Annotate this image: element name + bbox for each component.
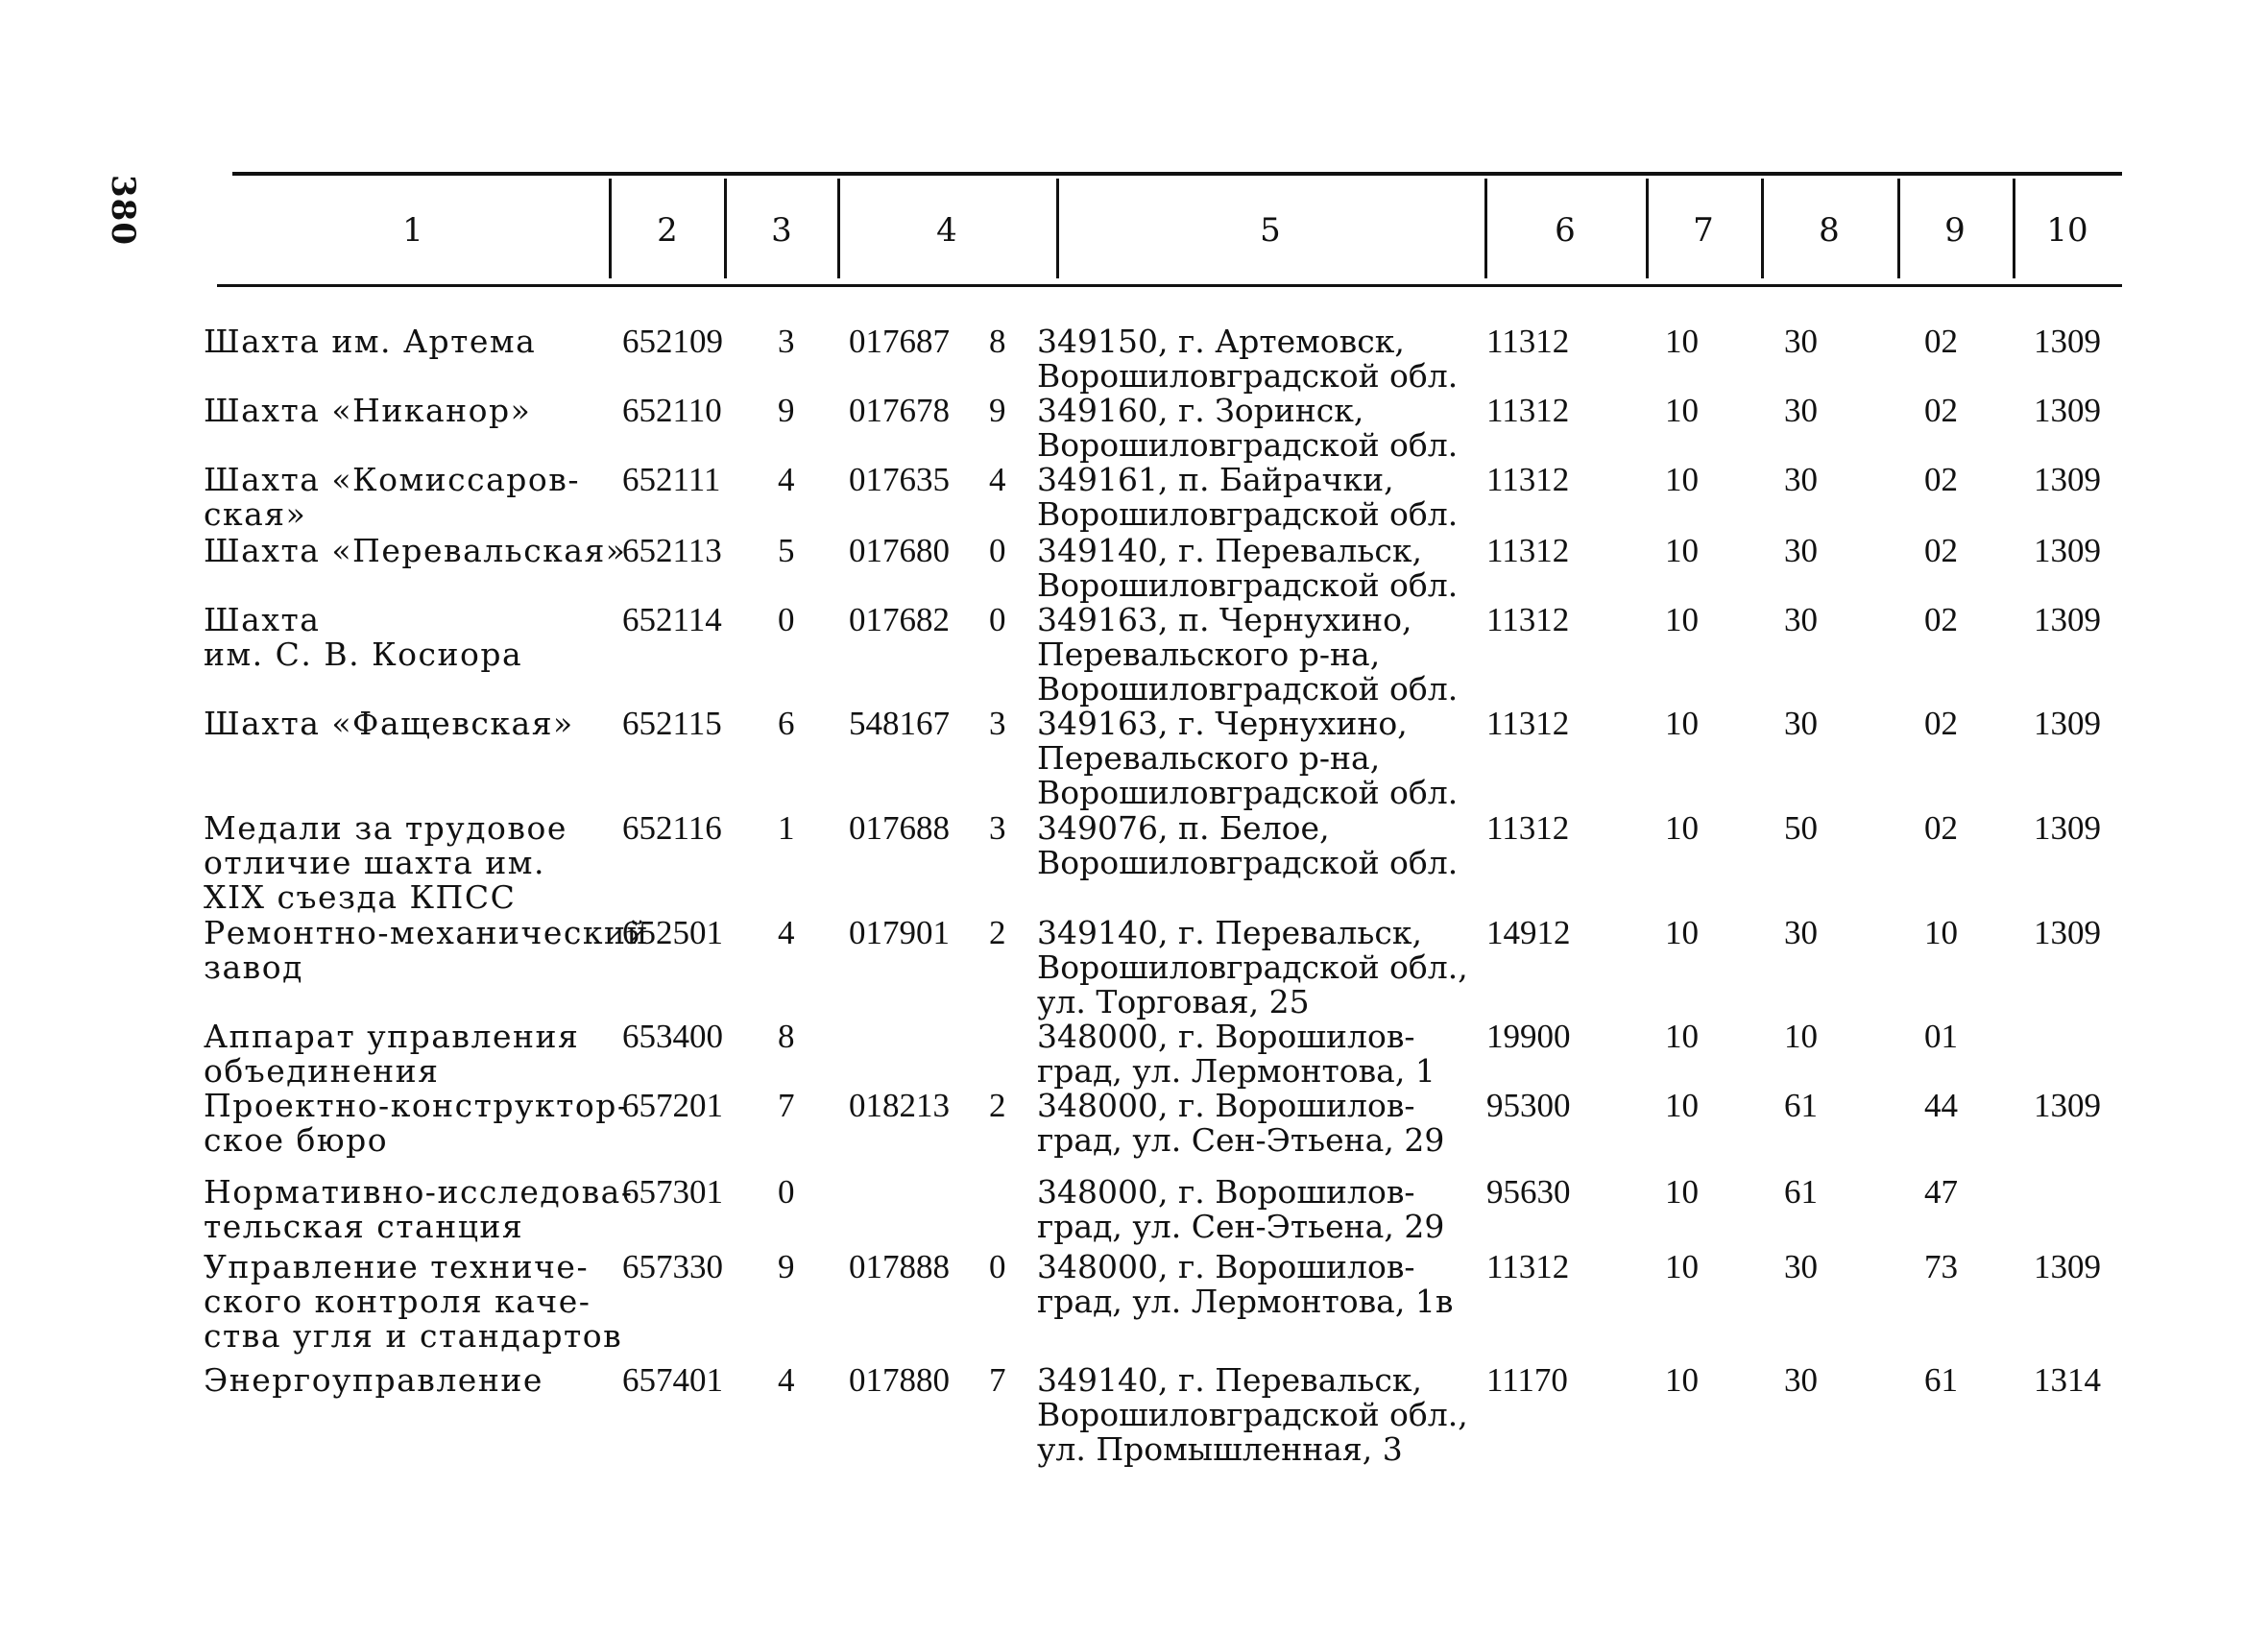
- cell-code2: 017680: [849, 532, 950, 569]
- cell-check2: 8: [989, 323, 1006, 360]
- cell-address: 349163, п. Чернухино, Перевальского р-на, Ворошиловградской обл.: [1037, 601, 1459, 708]
- cell-code2: 017678: [849, 392, 950, 429]
- cell-c9: 02: [1924, 461, 1958, 498]
- cell-code: 652109: [622, 323, 723, 360]
- cell-code: 652116: [622, 809, 722, 847]
- cell-code: 653400: [622, 1018, 723, 1055]
- header-cell: 7: [1693, 211, 1714, 250]
- cell-c7: 10: [1665, 914, 1699, 951]
- cell-c8: 50: [1784, 809, 1818, 847]
- cell-c8: 30: [1784, 532, 1818, 569]
- cell-c9: 02: [1924, 323, 1958, 360]
- cell-address: 349160, г. Зоринск, Ворошиловградской обл.: [1037, 392, 1459, 464]
- cell-check: 7: [778, 1087, 795, 1124]
- cell-check: 0: [778, 601, 795, 638]
- cell-c6: 11312: [1486, 323, 1570, 360]
- cell-c6: 11312: [1486, 532, 1570, 569]
- cell-address: 349150, г. Артемовск, Ворошиловградской обл.: [1037, 323, 1459, 395]
- cell-check: 5: [778, 532, 795, 569]
- cell-check: 8: [778, 1018, 795, 1055]
- header-cell: 8: [1819, 211, 1840, 250]
- header-cell: 4: [936, 211, 957, 250]
- cell-c8: 30: [1784, 392, 1818, 429]
- cell-c8: 30: [1784, 1361, 1818, 1399]
- column-separator: [1484, 179, 1487, 278]
- cell-name: Энергоуправление: [204, 1361, 543, 1399]
- cell-name: Шахта им. С. В. Косиора: [204, 601, 523, 673]
- cell-name: Управление техниче- ского контроля каче- ства угля и стандартов: [204, 1248, 623, 1355]
- cell-c6: 19900: [1486, 1018, 1571, 1055]
- cell-c8: 30: [1784, 323, 1818, 360]
- cell-c6: 11312: [1486, 392, 1570, 429]
- cell-c6: 11312: [1486, 1248, 1570, 1285]
- cell-address: 349163, г. Чернухино, Перевальского р-на, Ворошиловградской обл.: [1037, 705, 1459, 811]
- column-separator: [1897, 179, 1900, 278]
- cell-code: 652114: [622, 601, 722, 638]
- header-cell: 3: [771, 211, 792, 250]
- header-cell: 10: [2046, 211, 2088, 250]
- cell-c9: 02: [1924, 532, 1958, 569]
- cell-c7: 10: [1665, 1173, 1699, 1211]
- cell-c10: 1314: [2034, 1361, 2101, 1399]
- cell-address: 349076, п. Белое, Ворошиловградской обл.: [1037, 809, 1459, 881]
- cell-c9: 02: [1924, 601, 1958, 638]
- cell-c10: 1309: [2034, 601, 2101, 638]
- cell-c8: 61: [1784, 1173, 1818, 1211]
- cell-check: 9: [778, 392, 795, 429]
- cell-code2: 017888: [849, 1248, 950, 1285]
- cell-c7: 10: [1665, 532, 1699, 569]
- cell-address: 348000, г. Ворошилов- град, ул. Лермонтова, 1: [1037, 1018, 1436, 1090]
- page-number: 380: [104, 175, 142, 246]
- cell-c6: 11312: [1486, 705, 1570, 742]
- cell-code2: 017688: [849, 809, 950, 847]
- cell-check: 6: [778, 705, 795, 742]
- cell-c8: 30: [1784, 705, 1818, 742]
- cell-c6: 95300: [1486, 1087, 1571, 1124]
- column-separator: [1056, 179, 1059, 278]
- cell-c8: 10: [1784, 1018, 1818, 1055]
- column-separator: [609, 179, 612, 278]
- cell-c7: 10: [1665, 1361, 1699, 1399]
- cell-address: 348000, г. Ворошилов- град, ул. Сен-Этьена, 29: [1037, 1087, 1445, 1159]
- cell-c8: 61: [1784, 1087, 1818, 1124]
- cell-c7: 10: [1665, 1018, 1699, 1055]
- cell-check2: 4: [989, 461, 1006, 498]
- cell-address: 349140, г. Перевальск, Ворошиловградской обл.: [1037, 532, 1459, 604]
- cell-name: Шахта «Перевальская»: [204, 532, 627, 569]
- cell-code2: 017901: [849, 914, 950, 951]
- column-separator: [724, 179, 727, 278]
- cell-c9: 44: [1924, 1087, 1958, 1124]
- cell-check: 4: [778, 461, 795, 498]
- cell-name: Шахта «Никанор»: [204, 392, 532, 429]
- cell-check2: 3: [989, 809, 1006, 847]
- header-cell: 6: [1555, 211, 1576, 250]
- cell-c6: 11312: [1486, 809, 1570, 847]
- cell-name: Шахта им. Артема: [204, 323, 537, 360]
- cell-c9: 61: [1924, 1361, 1958, 1399]
- cell-c8: 30: [1784, 601, 1818, 638]
- cell-code: 652110: [622, 392, 722, 429]
- cell-code: 657301: [622, 1173, 723, 1211]
- cell-c9: 02: [1924, 809, 1958, 847]
- cell-c10: 1309: [2034, 1087, 2101, 1124]
- cell-check2: 2: [989, 914, 1006, 951]
- cell-check: 9: [778, 1248, 795, 1285]
- cell-c9: 10: [1924, 914, 1958, 951]
- cell-c8: 30: [1784, 461, 1818, 498]
- column-separator: [2013, 179, 2015, 278]
- cell-code: 657330: [622, 1248, 723, 1285]
- cell-c7: 10: [1665, 809, 1699, 847]
- cell-code: 652113: [622, 532, 722, 569]
- cell-c7: 10: [1665, 705, 1699, 742]
- cell-address: 349140, г. Перевальск, Ворошиловградской обл., ул. Промышленная, 3: [1037, 1361, 1468, 1468]
- cell-name: Шахта «Комиссаров- ская»: [204, 461, 580, 533]
- cell-code2: 018213: [849, 1087, 950, 1124]
- cell-address: 348000, г. Ворошилов- град, ул. Сен-Этьена, 29: [1037, 1173, 1445, 1245]
- cell-check2: 0: [989, 532, 1006, 569]
- cell-c7: 10: [1665, 461, 1699, 498]
- cell-check: 0: [778, 1173, 795, 1211]
- column-separator: [1761, 179, 1764, 278]
- cell-c9: 02: [1924, 392, 1958, 429]
- cell-code: 652111: [622, 461, 721, 498]
- cell-c10: 1309: [2034, 705, 2101, 742]
- cell-c10: 1309: [2034, 809, 2101, 847]
- cell-c6: 11312: [1486, 601, 1570, 638]
- cell-address: 349140, г. Перевальск, Ворошиловградской обл., ул. Торговая, 25: [1037, 914, 1468, 1020]
- cell-c10: 1309: [2034, 392, 2101, 429]
- table-top-rule: [232, 172, 2122, 176]
- cell-name: Медали за трудовое отличие шахта им. XIX съезда КПСС: [204, 809, 567, 916]
- cell-name: Ремонтно-механический завод: [204, 914, 649, 986]
- cell-check2: 3: [989, 705, 1006, 742]
- cell-c7: 10: [1665, 1087, 1699, 1124]
- cell-c10: 1309: [2034, 461, 2101, 498]
- cell-c10: 1309: [2034, 532, 2101, 569]
- cell-check2: 7: [989, 1361, 1006, 1399]
- cell-c9: 02: [1924, 705, 1958, 742]
- cell-c10: 1309: [2034, 1248, 2101, 1285]
- cell-c10: 1309: [2034, 323, 2101, 360]
- cell-code: 652115: [622, 705, 722, 742]
- cell-check: 3: [778, 323, 795, 360]
- cell-check2: 9: [989, 392, 1006, 429]
- cell-c10: 1309: [2034, 914, 2101, 951]
- cell-c7: 10: [1665, 1248, 1699, 1285]
- cell-name: Проектно-конструктор- ское бюро: [204, 1087, 630, 1159]
- header-cell: 5: [1260, 211, 1281, 250]
- cell-c7: 10: [1665, 392, 1699, 429]
- cell-check: 4: [778, 1361, 795, 1399]
- cell-code2: 017635: [849, 461, 950, 498]
- cell-name: Аппарат управления объединения: [204, 1018, 580, 1090]
- cell-code2: 017682: [849, 601, 950, 638]
- table-header-rule: [217, 284, 2122, 287]
- cell-code2: 017687: [849, 323, 950, 360]
- cell-c7: 10: [1665, 601, 1699, 638]
- cell-check2: 2: [989, 1087, 1006, 1124]
- cell-c9: 73: [1924, 1248, 1958, 1285]
- cell-name: Нормативно-исследова- тельская станция: [204, 1173, 634, 1245]
- cell-c6: 11312: [1486, 461, 1570, 498]
- cell-name: Шахта «Фащевская»: [204, 705, 574, 742]
- cell-code: 652501: [622, 914, 723, 951]
- header-cell: 9: [1944, 211, 1966, 250]
- cell-check2: 0: [989, 601, 1006, 638]
- cell-address: 349161, п. Байрачки, Ворошиловградской обл.: [1037, 461, 1459, 533]
- cell-check2: 0: [989, 1248, 1006, 1285]
- cell-c6: 14912: [1486, 914, 1571, 951]
- cell-address: 348000, г. Ворошилов- град, ул. Лермонтова, 1в: [1037, 1248, 1454, 1320]
- cell-code: 657201: [622, 1087, 723, 1124]
- cell-c8: 30: [1784, 1248, 1818, 1285]
- cell-code2: 017880: [849, 1361, 950, 1399]
- cell-check: 1: [778, 809, 795, 847]
- cell-code: 657401: [622, 1361, 723, 1399]
- cell-c8: 30: [1784, 914, 1818, 951]
- header-cell: 2: [657, 211, 678, 250]
- cell-c9: 47: [1924, 1173, 1958, 1211]
- cell-c6: 95630: [1486, 1173, 1571, 1211]
- cell-c9: 01: [1924, 1018, 1958, 1055]
- column-separator: [1646, 179, 1649, 278]
- cell-code2: 548167: [849, 705, 950, 742]
- cell-c6: 11170: [1486, 1361, 1568, 1399]
- cell-c7: 10: [1665, 323, 1699, 360]
- column-separator: [837, 179, 840, 278]
- header-cell: 1: [402, 211, 423, 250]
- cell-check: 4: [778, 914, 795, 951]
